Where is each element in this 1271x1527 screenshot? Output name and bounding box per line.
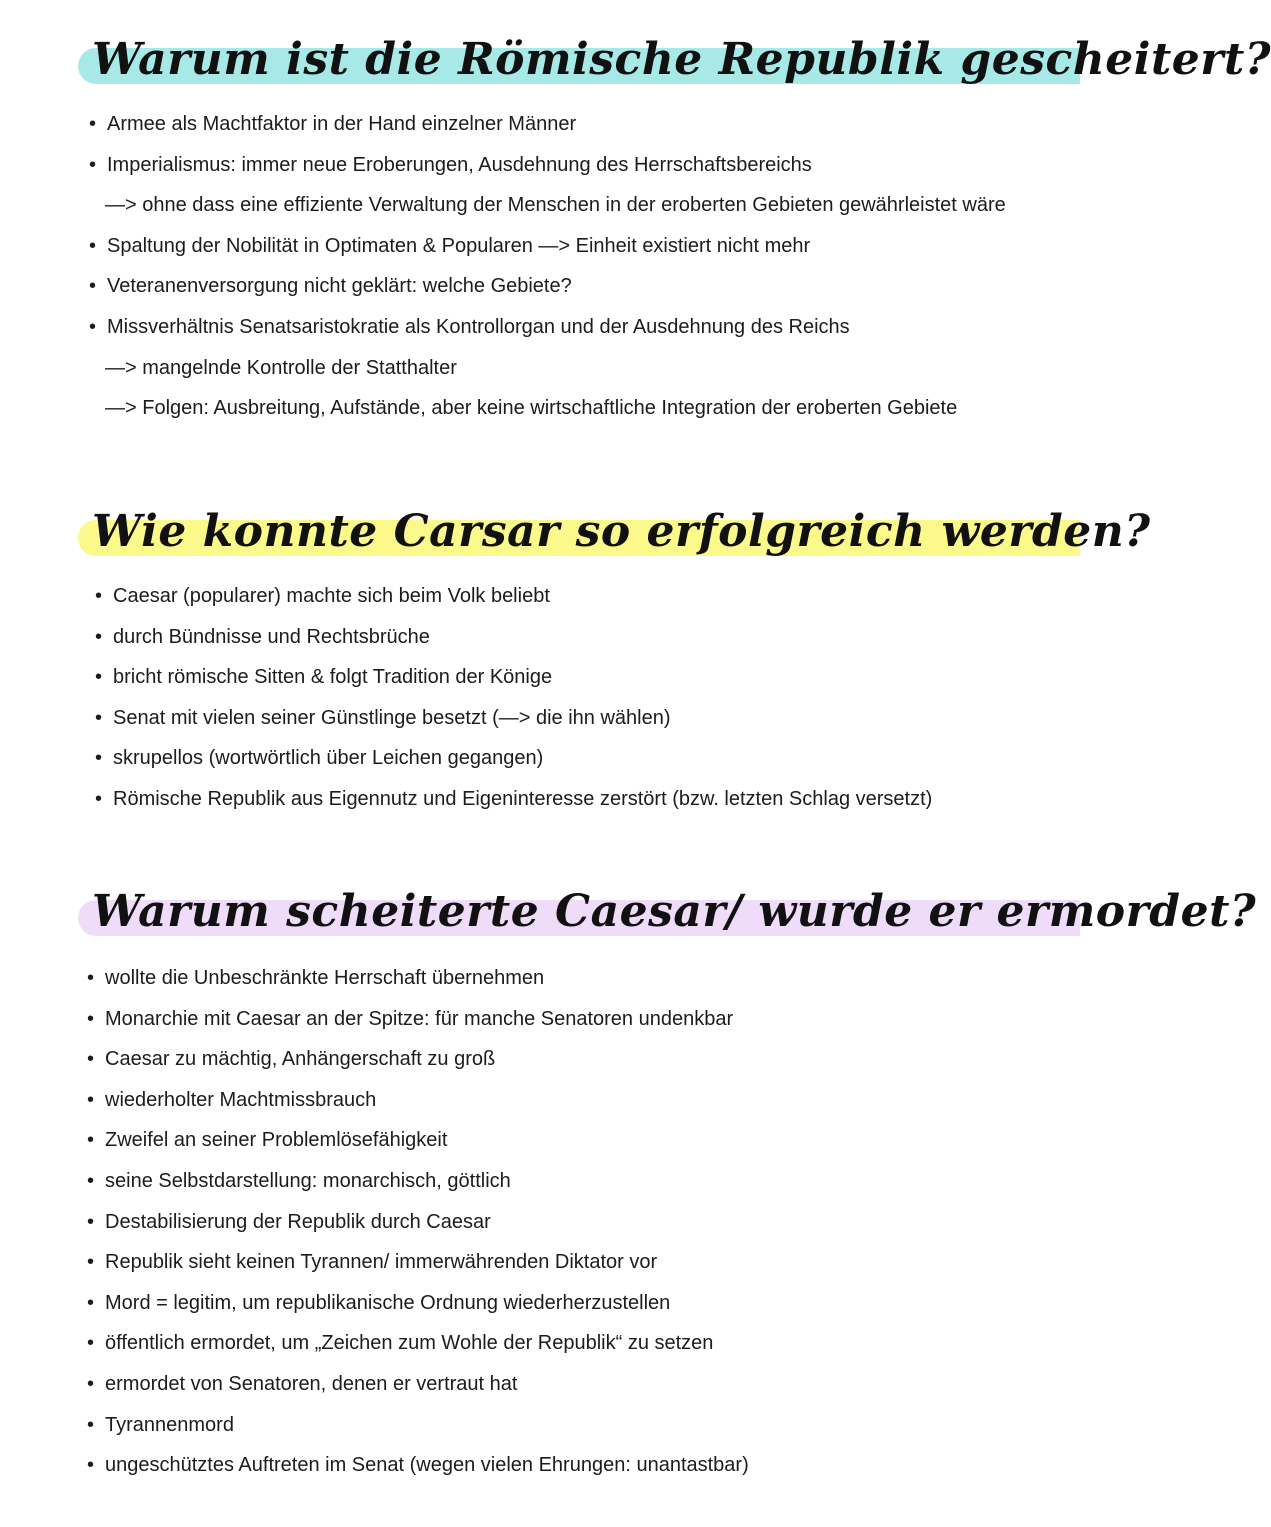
- bullet-list: [105, 958, 1080, 1486]
- list-item: • Imperialismus: immer neue Eroberungen, Ausdehnung des Herrschaftsbereichs: [107, 145, 1080, 186]
- list-item: • Caesar (popularer) machte sich beim Volk beliebt: [113, 576, 1080, 617]
- section-title: Warum scheiterte Caesar/ wurde er ermordet?: [92, 886, 1257, 937]
- list-item: • Missverhältnis Senatsaristokratie als Kontrollorgan und der Ausdehnung des Reichs: [107, 307, 1080, 348]
- list-item: • Tyrannenmord: [105, 1405, 1080, 1446]
- list-item: • öffentlich ermordet, um „Zeichen zum Wohle der Republik“ zu setzen: [105, 1323, 1080, 1364]
- bullet-list: [107, 104, 1080, 429]
- list-item: • bricht römische Sitten & folgt Tradition der Könige: [113, 657, 1080, 698]
- bullet-list: [113, 576, 1080, 820]
- list-item: • skrupellos (wortwörtlich über Leichen gegangen): [113, 738, 1080, 779]
- list-item: • durch Bündnisse und Rechtsbrüche: [113, 617, 1080, 658]
- list-item: • Mord = legitim, um republikanische Ordnung wiederherzustellen: [105, 1283, 1080, 1324]
- section-caesar-murder: [0, 880, 1257, 1486]
- list-item-sub: —> mangelnde Kontrolle der Statthalter: [105, 356, 457, 379]
- section-caesar-success: [0, 500, 1151, 820]
- list-item: • ermordet von Senatoren, denen er vertraut hat: [105, 1364, 1080, 1405]
- list-item: • Caesar zu mächtig, Anhängerschaft zu groß: [105, 1039, 1080, 1080]
- section-title: Warum ist die Römische Republik gescheitert?: [92, 34, 1271, 85]
- list-item-sub: —> ohne dass eine effiziente Verwaltung der Menschen in der eroberten Gebieten gewährleistet wäre: [105, 194, 1006, 217]
- list-item: • Armee als Machtfaktor in der Hand einzelner Männer: [107, 104, 1080, 145]
- section-title: Wie konnte Carsar so erfolgreich werden?: [92, 506, 1151, 557]
- list-item: • Destabilisierung der Republik durch Caesar: [105, 1202, 1080, 1243]
- list-item-sub: —> Folgen: Ausbreitung, Aufstände, aber keine wirtschaftliche Integration der eroberten Gebiete: [105, 397, 958, 420]
- list-item: • Römische Republik aus Eigennutz und Eigeninteresse zerstört (bzw. letzten Schlag versetzt): [113, 779, 1080, 820]
- list-item: • wiederholter Machtmissbrauch: [105, 1080, 1080, 1121]
- list-item: • seine Selbstdarstellung: monarchisch, göttlich: [105, 1161, 1080, 1202]
- list-item: • Senat mit vielen seiner Günstlinge besetzt (—> die ihn wählen): [113, 698, 1080, 739]
- section-republic-failure: [0, 28, 1271, 429]
- list-item: • Veteranenversorgung nicht geklärt: welche Gebiete?: [107, 266, 1080, 307]
- list-item: • Zweifel an seiner Problemlösefähigkeit: [105, 1120, 1080, 1161]
- list-item: • Monarchie mit Caesar an der Spitze: für manche Senatoren undenkbar: [105, 999, 1080, 1040]
- list-item: • Republik sieht keinen Tyrannen/ immerwährenden Diktator vor: [105, 1242, 1080, 1283]
- list-item: • wollte die Unbeschränkte Herrschaft übernehmen: [105, 958, 1080, 999]
- section-heading-wrap: [0, 28, 1271, 98]
- section-heading-wrap: [0, 880, 1257, 950]
- list-item: • Spaltung der Nobilität in Optimaten & Popularen —> Einheit existiert nicht mehr: [107, 226, 1080, 267]
- section-heading-wrap: [0, 500, 1151, 570]
- list-item: • ungeschütztes Auftreten im Senat (wegen vielen Ehrungen: unantastbar): [105, 1445, 1080, 1486]
